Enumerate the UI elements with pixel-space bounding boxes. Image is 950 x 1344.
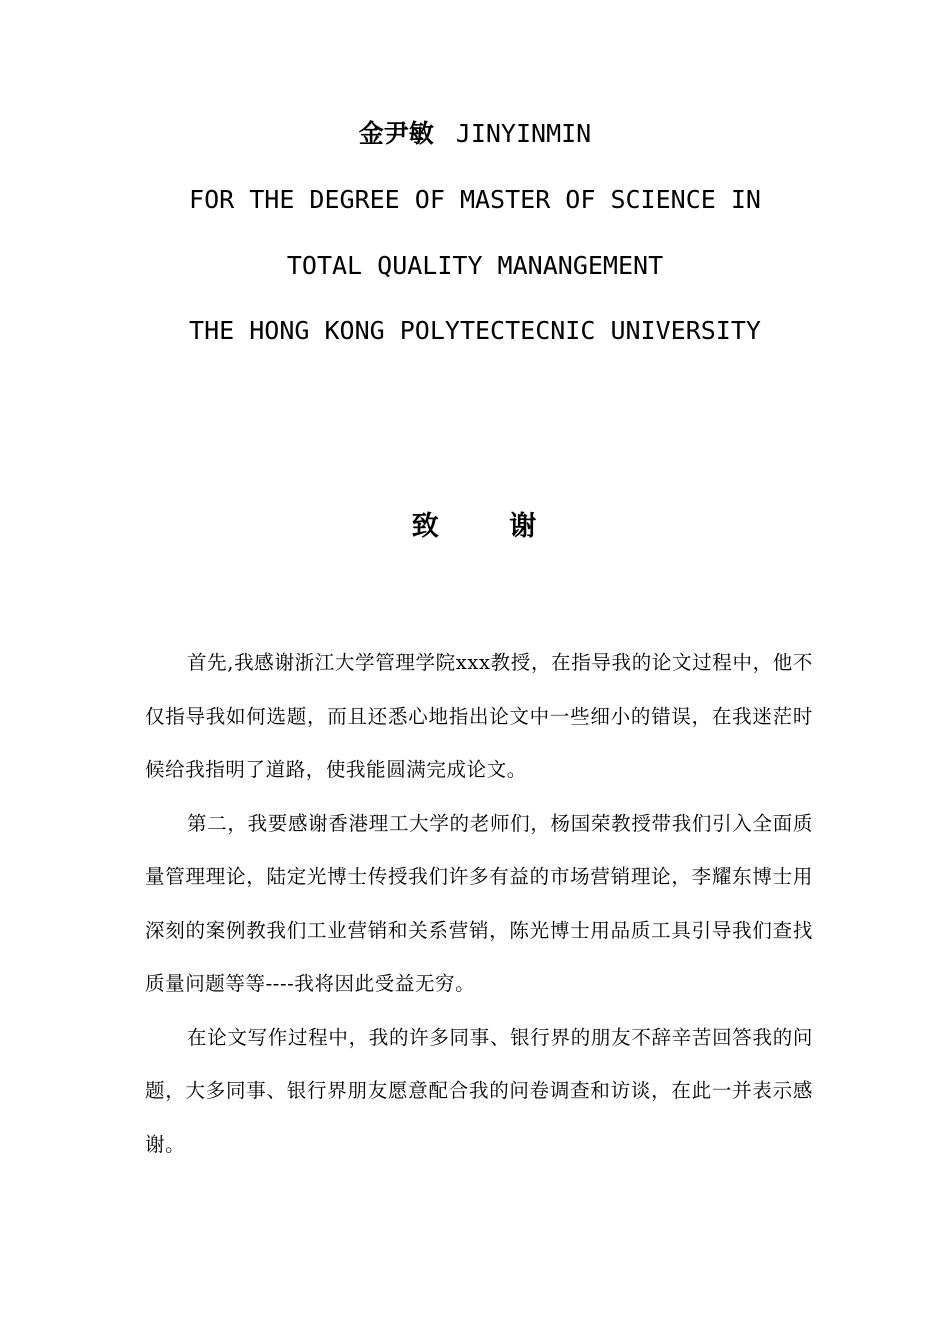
university-line: THE HONG KONG POLYTECTECNIC UNIVERSITY bbox=[189, 316, 761, 345]
degree-line: FOR THE DEGREE OF MASTER OF SCIENCE IN bbox=[189, 185, 761, 214]
acknowledgement-paragraph-1: 首先,我感谢浙江大学管理学院xxx教授，在指导我的论文过程中，他不仅指导我如何选题，而且还悉心地指出论文中一些细小的错误，在我迷茫时候给我指明了道路，使我能圆满完成论文。 bbox=[145, 651, 813, 781]
author-name-english: JINYINMIN bbox=[455, 119, 592, 148]
author-name-line bbox=[0, 119, 950, 149]
acknowledgement-paragraph-2: 第二，我要感谢香港理工大学的老师们，杨国荣教授带我们引入全面质量管理理论，陆定光博士传授我们许多有益的市场营销理论，李耀东博士用深刻的案例教我们工业营销和关系营销，陈光博士用品质工具引导我们查找质量问题等等----我将因此受益无穷。 bbox=[145, 811, 813, 995]
acknowledgement-paragraph-3: 在论文写作过程中，我的许多同事、银行界的朋友不辞辛苦回答我的问题，大多同事、银行界朋友愿意配合我的问卷调查和访谈，在此一并表示感谢。 bbox=[145, 1025, 813, 1156]
acknowledgement-heading: 致 谢 bbox=[411, 511, 539, 542]
acknowledgement-body bbox=[145, 636, 813, 1171]
author-name-chinese: 金尹敏 bbox=[358, 119, 434, 148]
program-line: TOTAL QUALITY MANANGEMENT bbox=[286, 251, 664, 280]
